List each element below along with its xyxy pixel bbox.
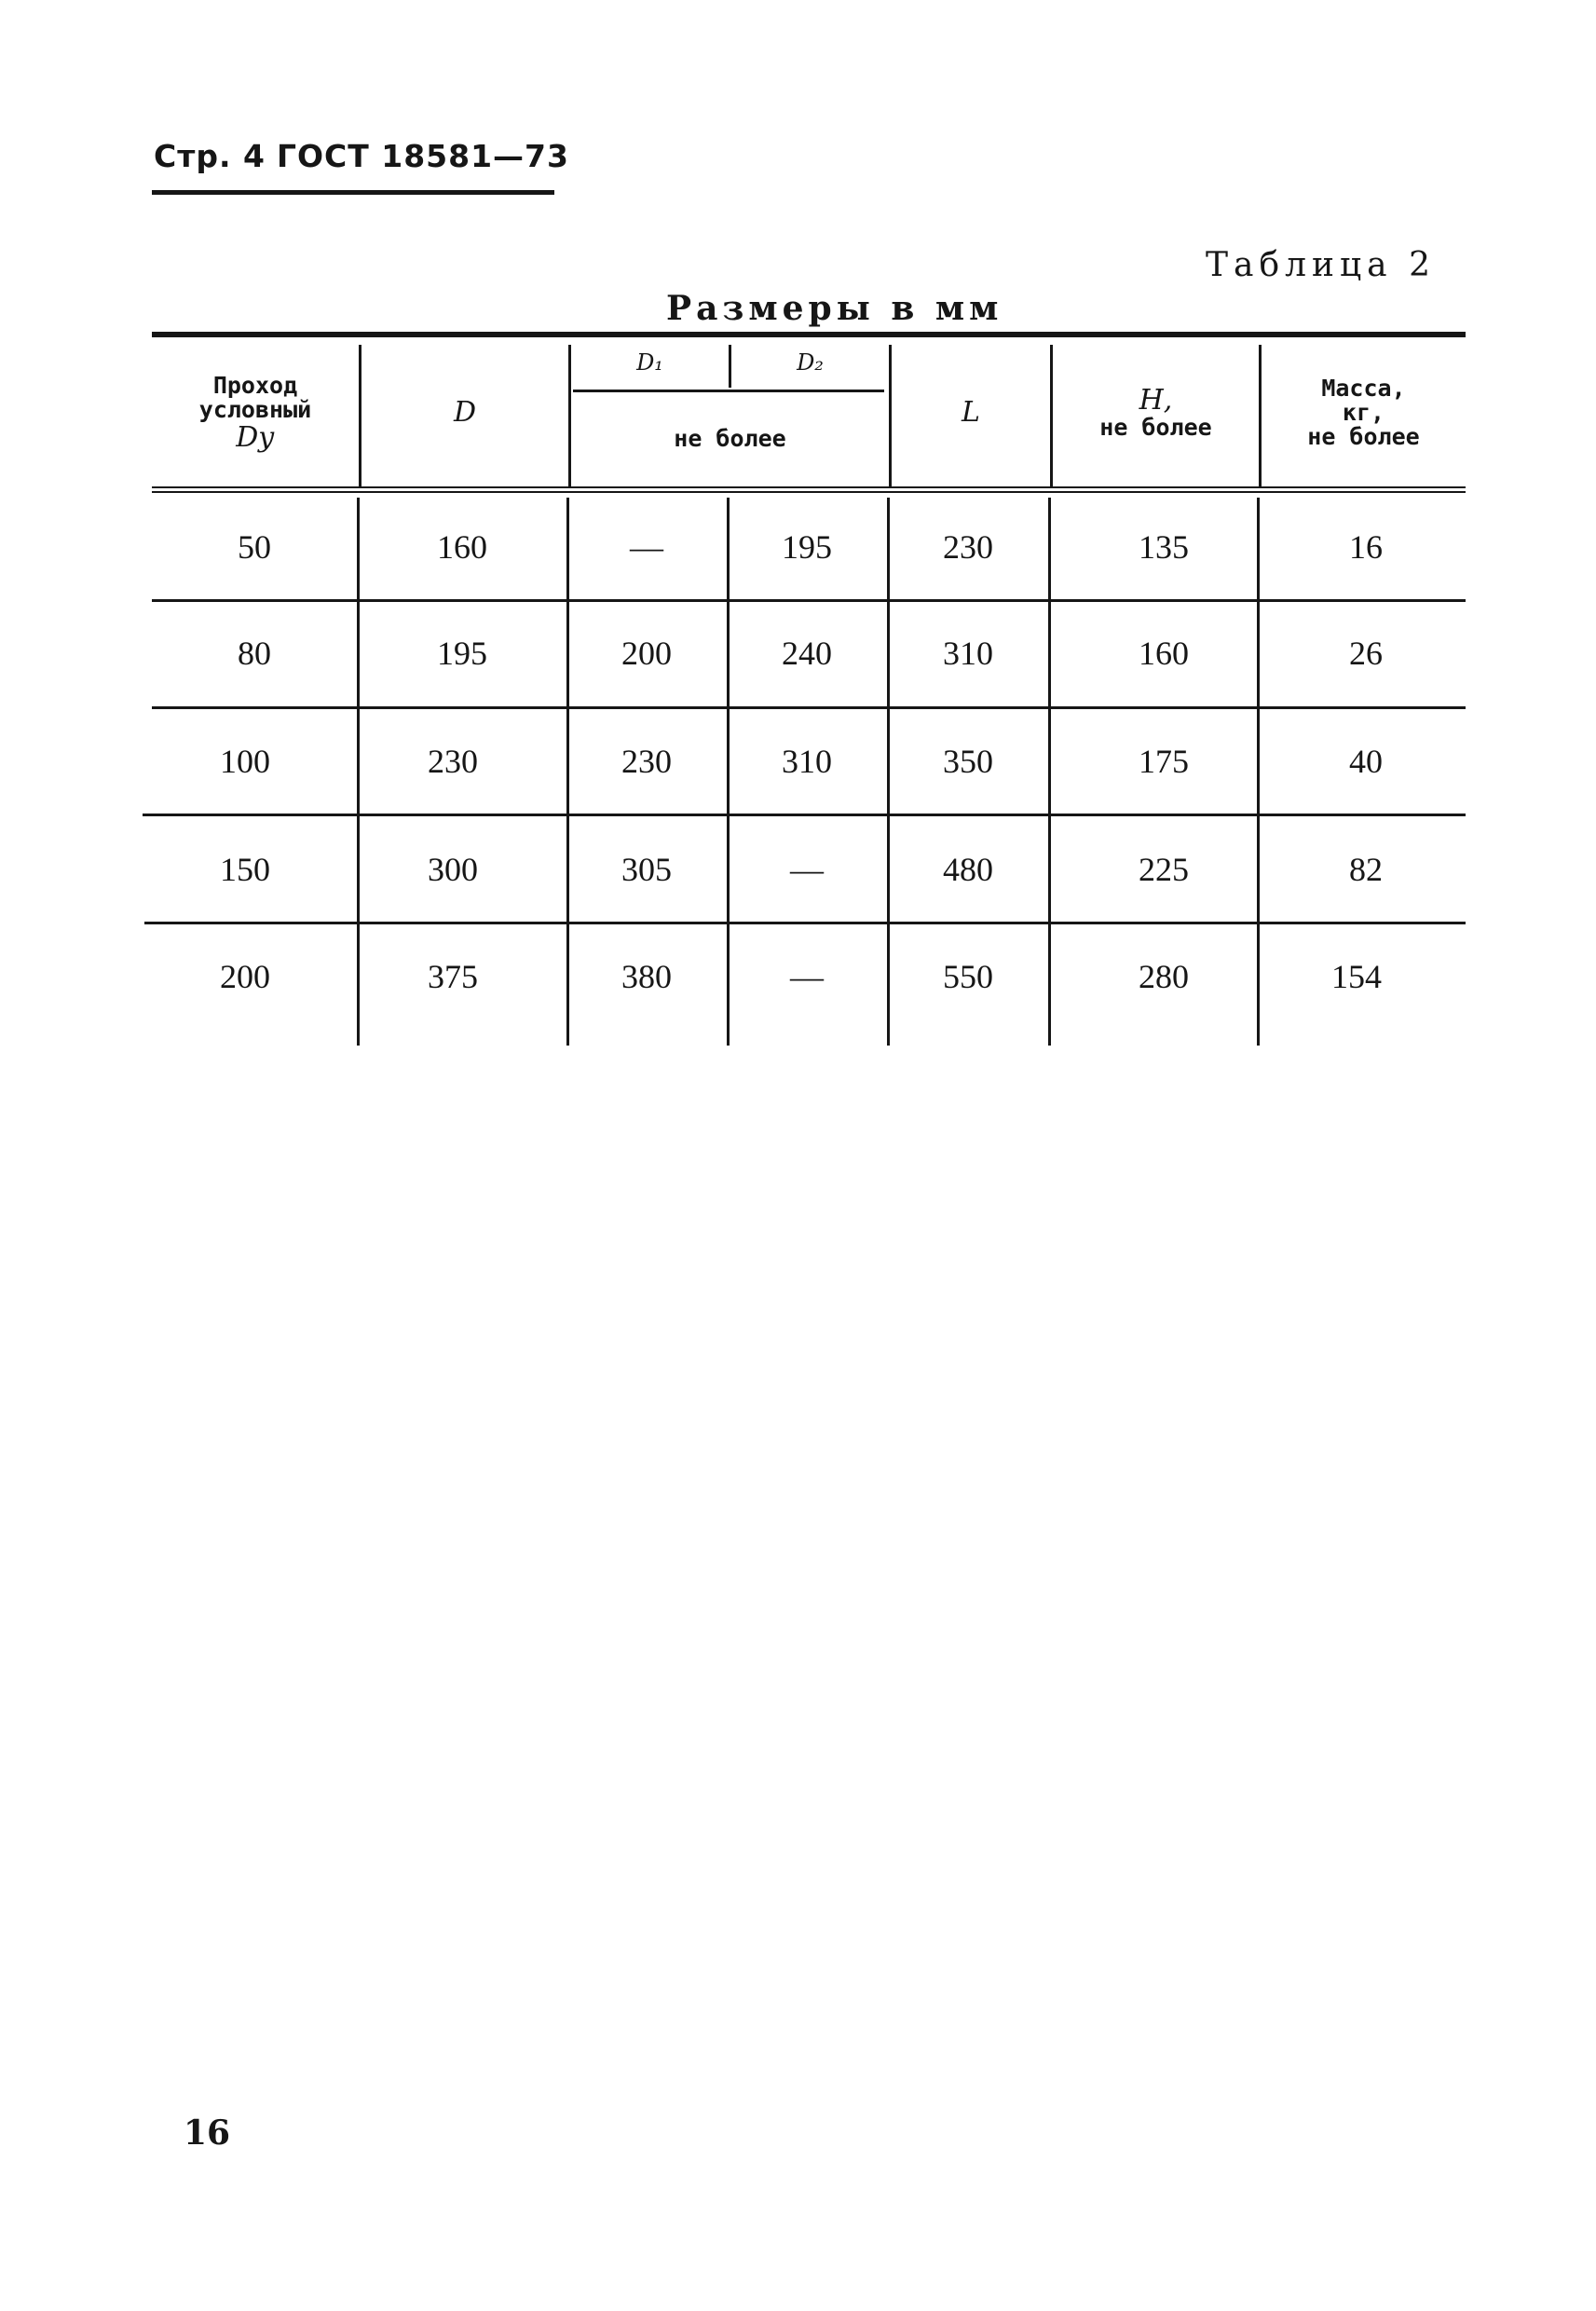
cell-h: 135 xyxy=(1139,528,1189,566)
table-header xyxy=(152,337,1466,486)
cell-d: 375 xyxy=(428,958,478,995)
cell-d: 160 xyxy=(437,528,487,566)
cell-h: 280 xyxy=(1139,958,1189,995)
table-label: Таблица 2 xyxy=(1206,246,1436,284)
column-header-dy-line2: условный xyxy=(198,396,312,424)
column-header-mass-line3: не более xyxy=(1307,423,1420,451)
cell-d2: 310 xyxy=(782,743,832,780)
column-header-h-note: не более xyxy=(1099,413,1212,441)
column-header-l: L xyxy=(962,396,980,430)
cell-mass: 26 xyxy=(1349,635,1383,672)
cell-dy: 80 xyxy=(238,635,271,672)
column-header-d2: D₂ xyxy=(797,349,824,376)
cell-mass: 40 xyxy=(1349,743,1383,780)
column-header-mass-line2: кг, xyxy=(1342,398,1385,426)
cell-dy: 100 xyxy=(220,743,270,780)
units-caption: Размеры в мм xyxy=(666,289,1003,328)
cell-mass: 154 xyxy=(1331,958,1382,995)
row-separator xyxy=(143,814,1466,816)
cell-l: 350 xyxy=(943,743,993,780)
cell-d1: 305 xyxy=(621,851,672,888)
cell-l: 310 xyxy=(943,635,993,672)
cell-d1: — xyxy=(630,528,663,566)
column-header-h-symbol: H, xyxy=(1139,384,1173,417)
row-separator xyxy=(152,599,1466,602)
column-header-d1: D₁ xyxy=(636,349,663,376)
column-header-dy xyxy=(152,343,359,483)
cell-h: 160 xyxy=(1139,635,1189,672)
cell-dy: 200 xyxy=(220,958,270,995)
page-label: Стр. 4 xyxy=(154,138,266,174)
cell-mass: 82 xyxy=(1349,851,1383,888)
cell-d2: 195 xyxy=(782,528,832,566)
cell-d1: 200 xyxy=(621,635,672,672)
cell-d: 300 xyxy=(428,851,478,888)
cell-d1: 380 xyxy=(621,958,672,995)
cell-d1: 230 xyxy=(621,743,672,780)
dimensions-table xyxy=(152,332,1466,1053)
header-double-rule xyxy=(152,486,1466,494)
cell-d: 195 xyxy=(437,635,487,672)
cell-d2: 240 xyxy=(782,635,832,672)
column-header-mass xyxy=(1262,343,1466,483)
table-body xyxy=(152,494,1466,1053)
header-subrule xyxy=(573,390,884,392)
cell-dy: 50 xyxy=(238,528,271,566)
row-separator xyxy=(152,706,1466,709)
column-header-dy-symbol: Dу xyxy=(236,420,275,454)
column-header-d12-note: не более xyxy=(674,424,786,452)
row-separator xyxy=(144,922,1466,924)
cell-l: 480 xyxy=(943,851,993,888)
cell-l: 230 xyxy=(943,528,993,566)
page-header xyxy=(154,138,569,174)
column-header-h xyxy=(1053,343,1259,483)
cell-dy: 150 xyxy=(220,851,270,888)
standard-number: ГОСТ 18581—73 xyxy=(276,138,569,174)
column-header-dy-line1: Проход xyxy=(212,372,298,399)
body-divider xyxy=(1257,498,1260,1046)
cell-l: 550 xyxy=(943,958,993,995)
cell-d: 230 xyxy=(428,743,478,780)
page-number: 16 xyxy=(184,2113,231,2153)
cell-h: 225 xyxy=(1139,851,1189,888)
header-rule xyxy=(152,190,554,195)
column-header-mass-line1: Масса, xyxy=(1321,374,1406,402)
cell-d2: — xyxy=(790,851,824,888)
cell-mass: 16 xyxy=(1349,528,1383,566)
cell-h: 175 xyxy=(1139,743,1189,780)
cell-d2: — xyxy=(790,958,824,995)
column-header-d: D xyxy=(453,396,477,430)
